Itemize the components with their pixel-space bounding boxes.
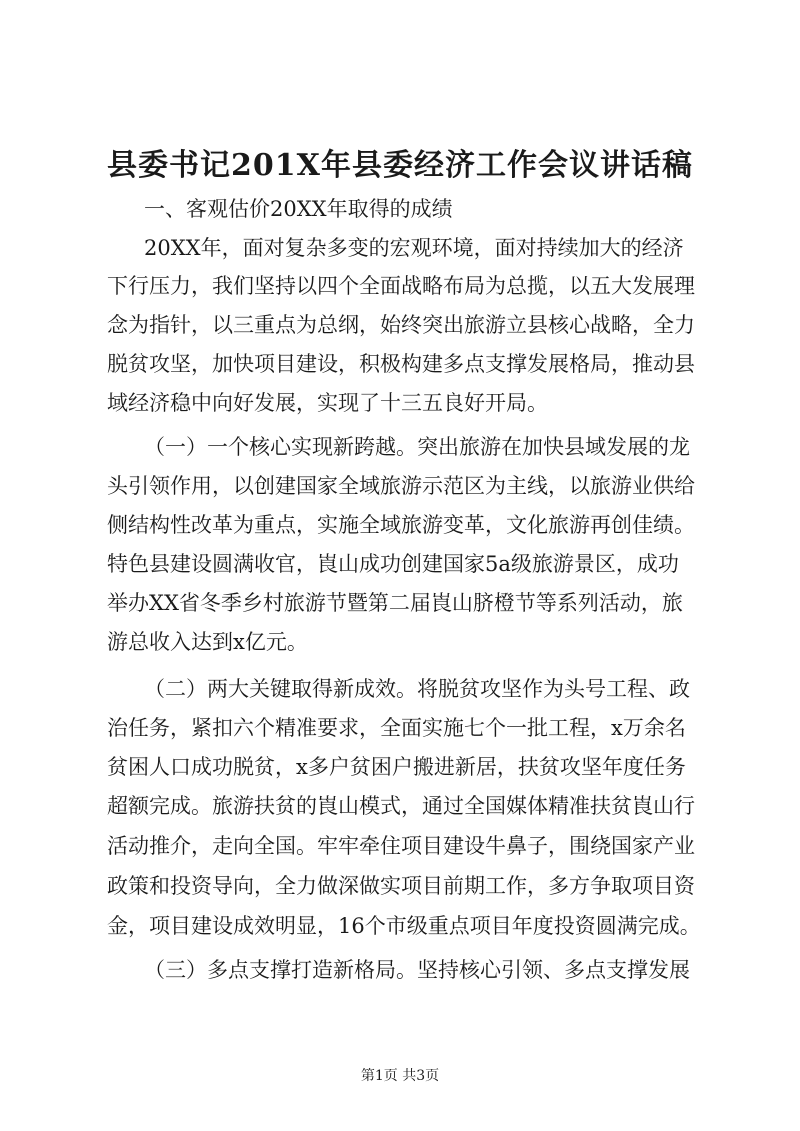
- body-line: 脱贫攻坚，加快项目建设，积极构建多点支撑发展格局，推动县: [107, 352, 695, 376]
- body-line: 侧结构性改革为重点，实施全域旅游变革，文化旅游再创佳绩。: [107, 513, 695, 537]
- body-line: （一）一个核心实现新跨越。突出旅游在加快县域发展的龙: [144, 435, 690, 459]
- body-line: 治任务，紧扣六个精准要求，全面实施七个一批工程，x万余名: [107, 716, 686, 740]
- body-line: 超额完成。旅游扶贫的崀山模式，通过全国媒体精准扶贫崀山行: [107, 794, 695, 818]
- body-line: 游总收入达到x亿元。: [107, 630, 308, 654]
- body-line: 20XX年，面对复杂多变的宏观环境，面对持续加大的经济: [144, 236, 684, 260]
- body-line: 举办XX省冬季乡村旅游节暨第二届崀山脐橙节等系列活动，旅: [107, 591, 683, 615]
- body-line: 念为指针，以三重点为总纲，始终突出旅游立县核心战略，全力: [107, 313, 695, 337]
- body-line: 活动推介，走向全国。牢牢牵住项目建设牛鼻子，围绕国家产业: [107, 834, 695, 858]
- body-line: （二）两大关键取得新成效。将脱贫攻坚作为头号工程、政: [144, 677, 690, 701]
- body-line: 域经济稳中向好发展，实现了十三五良好开局。: [107, 391, 548, 415]
- page-number: 第1页 共3页: [360, 1068, 440, 1084]
- body-line: 头引领作用，以创建国家全域旅游示范区为主线，以旅游业供给: [107, 474, 695, 498]
- body-line: 政策和投资导向，全力做深做实项目前期工作，多方争取项目资: [107, 874, 695, 898]
- body-line: 下行压力，我们坚持以四个全面战略布局为总揽，以五大发展理: [107, 274, 695, 298]
- document-title: 县委书记201X年县委经济工作会议讲话稿: [107, 148, 693, 183]
- body-line: （三）多点支撑打造新格局。坚持核心引领、多点支撑发展: [144, 958, 690, 982]
- section-heading: 一、客观估价20XX年取得的成绩: [144, 197, 453, 221]
- body-line: 贫困人口成功脱贫，x多户贫困户搬进新居，扶贫攻坚年度任务: [107, 755, 686, 779]
- body-line: 金，项目建设成效明显，16个市级重点项目年度投资圆满完成。: [107, 914, 701, 938]
- body-line: 特色县建设圆满收官，崀山成功创建国家5a级旅游景区，成功: [107, 552, 679, 576]
